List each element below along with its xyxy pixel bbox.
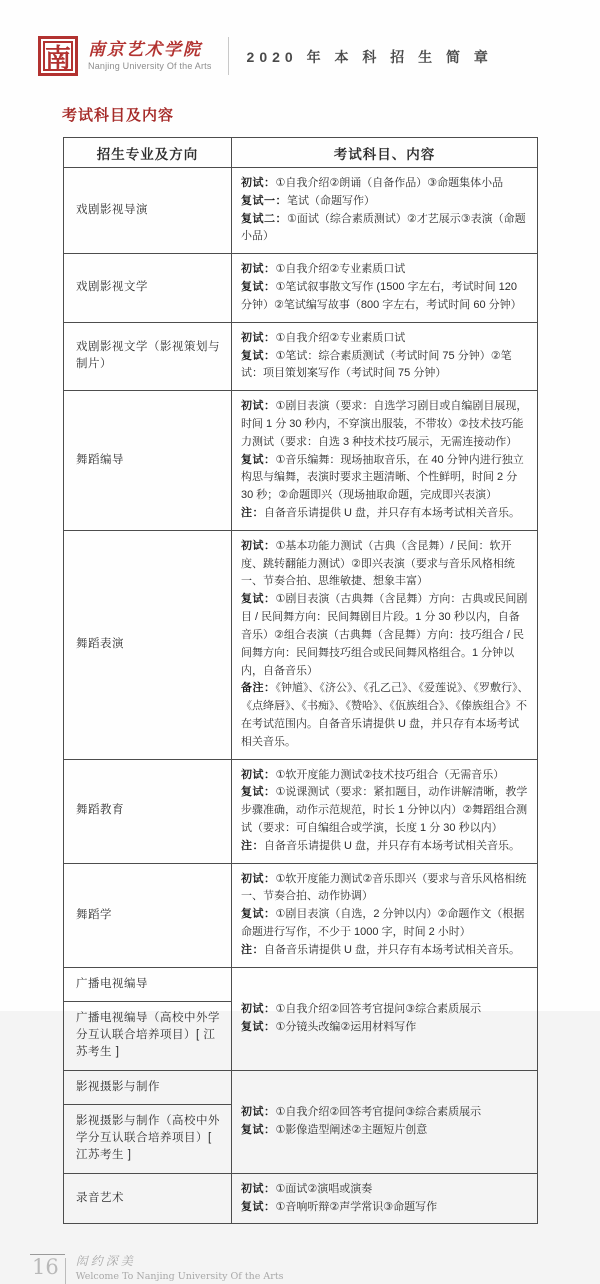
- exam-line: 复试二：①面试（综合素质测试）②才艺展示③表演（命题小品）: [241, 212, 526, 243]
- exam-line: 初试：①软开度能力测试②音乐即兴（要求与音乐风格相统一、节奏合拍、动作协调）: [241, 872, 527, 903]
- major-name: 广播电视编导: [64, 967, 232, 1001]
- footer-welcome-text: Welcome To Nanjing University Of the Arts: [75, 1270, 284, 1282]
- header-divider: [228, 37, 229, 75]
- table-row: [64, 254, 538, 322]
- major-name: 舞蹈教育: [64, 759, 232, 863]
- table-row: [64, 391, 538, 531]
- table-row: [64, 530, 538, 759]
- exam-line: 复试：①剧目表演（自选，2 分钟以内）②命题作文（根据命题进行写作，不少于 1000 字，时间 2 小时）: [241, 908, 525, 939]
- major-name: 戏剧影视导演: [64, 168, 232, 254]
- exam-line: 初试：①软开度能力测试②技术技巧组合（无需音乐）: [241, 768, 505, 781]
- school-motto: 闳约深美: [75, 1254, 136, 1269]
- exam-line: 注：自备音乐请提供 U 盘，并只存有本场考试相关音乐。: [241, 507, 521, 519]
- column-header-content: 考试科目、内容: [232, 138, 538, 168]
- exam-line: 注：自备音乐请提供 U 盘，并只存有本场考试相关音乐。: [241, 943, 521, 956]
- major-name: 戏剧影视文学（影视策划与制片）: [64, 322, 232, 390]
- exam-line: 复试：①音响听辩②声学常识③命题写作: [241, 1200, 438, 1213]
- table-row: [64, 168, 538, 254]
- major-name: 广播电视编导（高校中外学分互认联合培养项目）[ 江苏考生 ]: [64, 1001, 232, 1070]
- exam-line: 初试：①自我介绍②专业素质口试: [241, 331, 406, 344]
- seal-glyph: 南: [44, 43, 71, 74]
- major-name: 影视摄影与制作: [64, 1070, 232, 1104]
- major-name: 戏剧影视文学: [64, 254, 232, 322]
- exam-subjects-table: [63, 137, 538, 1224]
- table-header-row: [64, 138, 538, 168]
- university-name-cn: 南京艺术学院: [88, 39, 202, 60]
- exam-line: 备注：《钟馗》、《济公》、《孔乙己》、《爱莲说》、《罗敷行》、《点绛唇》、《书痴》、《赞哈》、《佤族组合》、《傣族组合》不在考试范围内。自备音乐请提供 U 盘，并只存有本场考试相关音乐。: [241, 682, 529, 748]
- exam-line: 初试：①自我介绍②回答考官提问③综合素质展示: [241, 1105, 482, 1118]
- footer-text: [76, 1254, 284, 1281]
- table-row: [64, 1173, 538, 1224]
- page-number: 16: [30, 1254, 65, 1279]
- exam-line: 复试：①笔试叙事散文写作 (1500 字左右，考试时间 120 分钟）②笔试编写故事（800 字左右，考试时间 60 分钟）: [241, 281, 522, 311]
- exam-line: 复试：①剧目表演（古典舞（含昆舞）方向：古典或民间剧目 / 民间舞方向：民间舞剧目片段。1 分 30 秒以内，自备音乐）②组合表演（古典舞（含昆舞）方向：技巧组合 / 民间舞方向：民间舞技巧组合或民间舞风格组合。1 分钟以内，自备音乐）: [241, 593, 528, 677]
- exam-line: 复试：①分镜头改编②运用材料写作: [241, 1020, 417, 1033]
- exam-line: 初试：①面试②演唱或演奏: [241, 1182, 373, 1195]
- table-row: [64, 1070, 538, 1104]
- major-name: 录音艺术: [64, 1173, 232, 1224]
- major-name: 舞蹈编导: [64, 391, 232, 531]
- table-row: [64, 322, 538, 390]
- table-row: [64, 863, 538, 967]
- university-seal-icon: [38, 36, 78, 76]
- exam-line: 初试：①剧目表演（要求：自选学习剧目或自编剧目展现，时间 1 分 30 秒内，不穿演出服装，不带妆）②技术技巧能力测试（要求：自选 3 种技术技巧展示，无需连接动作）: [241, 400, 528, 448]
- major-name: 舞蹈学: [64, 863, 232, 967]
- exam-line: 复试一：笔试（命题写作）: [241, 194, 375, 207]
- exam-line: 复试：①影像造型阐述②主题短片创意: [241, 1123, 428, 1136]
- exam-line: 初试：①自我介绍②朗诵（自备作品）③命题集体小品: [241, 177, 504, 189]
- column-header-major: 招生专业及方向: [64, 138, 232, 168]
- footer-divider: [65, 1258, 66, 1284]
- exam-line: 复试：①说课测试（要求：紧扣题目，动作讲解清晰，教学步骤准确，动作示范规范，时长 1 分钟以内）②舞蹈组合测试（要求：可自编组合或学演，长度 1 分 30 秒以内）: [241, 786, 528, 834]
- exam-line: 复试：①笔试：综合素质测试（考试时间 75 分钟）②笔试：项目策划案写作（考试时间 75 分钟）: [241, 349, 512, 380]
- page-footer: [30, 1254, 600, 1284]
- table-row: [64, 759, 538, 863]
- exam-line: 初试：①自我介绍②专业素质口试: [241, 263, 406, 276]
- exam-line: 注：自备音乐请提供 U 盘，并只存有本场考试相关音乐。: [241, 839, 521, 852]
- page-header: [0, 0, 600, 82]
- brand-text: [88, 41, 212, 72]
- exam-line: 复试：①音乐编舞：现场抽取音乐，在 40 分钟内进行独立构思与编舞，表演时要求主题清晰、个性鲜明，时间 2 分 30 秒；②命题即兴（现场抽取命题，完成即兴表演）: [241, 453, 524, 502]
- exam-line: 初试：①自我介绍②回答考官提问③综合素质展示: [241, 1002, 482, 1015]
- exam-line: 初试：①基本功能力测试（古典（含昆舞）/ 民间：软开度、跳转翻能力测试）②即兴表演（要求与音乐风格相统一、节奏合拍、思维敏捷、想象丰富）: [241, 539, 515, 588]
- major-name: 舞蹈表演: [64, 530, 232, 759]
- doc-title: 2020 年 本 科 招 生 简 章: [246, 49, 493, 65]
- major-name: 影视摄影与制作（高校中外学分互认联合培养项目）[ 江苏考生 ]: [64, 1104, 232, 1173]
- section-title: 考试科目及内容: [62, 107, 175, 124]
- university-name-en: Nanjing University Of the Arts: [88, 61, 212, 72]
- table-row: [64, 967, 538, 1001]
